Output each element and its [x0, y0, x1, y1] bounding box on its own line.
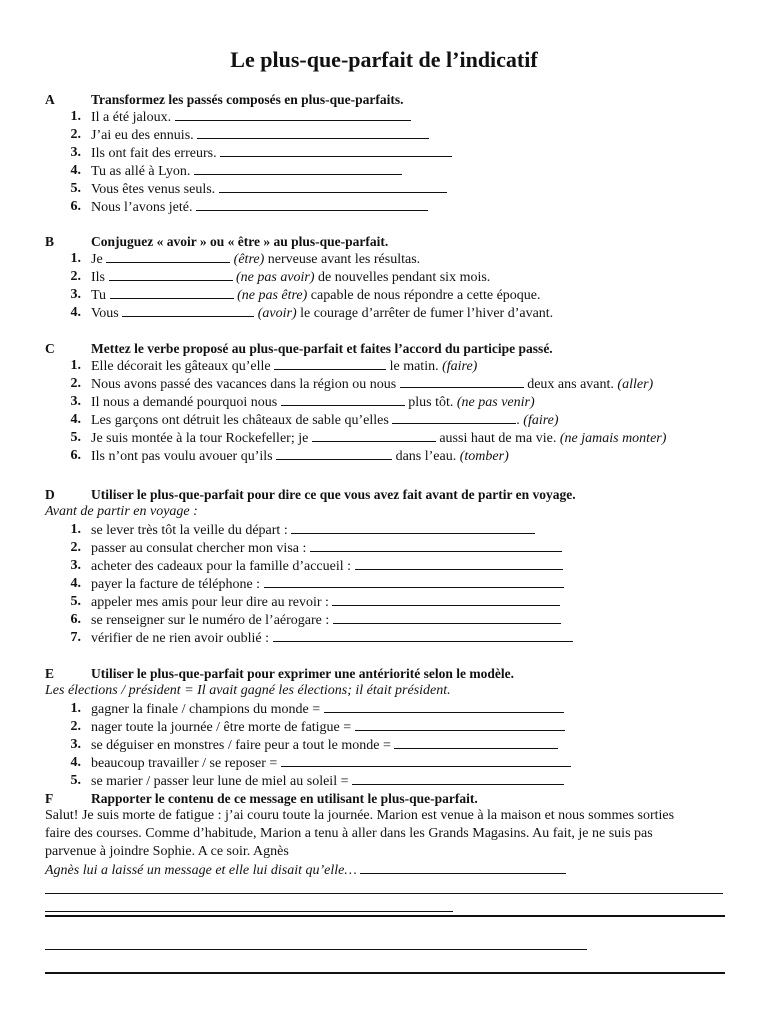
item-text: aussi haut de ma vie. [439, 431, 557, 446]
verb-hint: (ne pas venir) [456, 395, 535, 410]
list-item [0, 375, 768, 393]
item-text: acheter des cadeaux pour la famille d’accueil : [91, 559, 352, 574]
item-number: 6. [70, 199, 81, 214]
item-number: 3. [70, 737, 81, 752]
answer-blank[interactable] [312, 429, 436, 442]
message-line: parvenue à joindre Sophie. A ce soir. Agnès [45, 844, 289, 859]
item-text: passer au consulat chercher mon visa : [91, 541, 307, 556]
answer-blank[interactable] [175, 108, 411, 121]
verb-hint: (être) [233, 252, 265, 267]
item-number: 1. [70, 522, 81, 537]
answer-blank[interactable] [276, 447, 392, 460]
item-number: 3. [70, 145, 81, 160]
answer-blank[interactable] [106, 250, 230, 263]
section-heading: Rapporter le contenu de ce message en utilisant le plus-que-parfait. [91, 791, 478, 806]
item-text: Vous êtes venus seuls. [91, 182, 216, 197]
answer-blank[interactable] [400, 375, 524, 388]
list-item [0, 772, 768, 790]
section-intro: Avant de partir en voyage : [45, 504, 198, 519]
answer-blank[interactable] [352, 772, 564, 785]
item-text: plus tôt. [408, 395, 454, 410]
item-number: 4. [70, 576, 81, 591]
answer-line[interactable] [45, 949, 587, 950]
list-item [0, 539, 768, 557]
answer-blank[interactable] [333, 611, 561, 624]
answer-blank[interactable] [355, 557, 563, 570]
list-item [0, 593, 768, 611]
list-item [0, 754, 768, 772]
verb-hint: (ne jamais monter) [559, 431, 667, 446]
item-text: J’ai eu des ennuis. [91, 128, 194, 143]
answer-blank[interactable] [196, 198, 428, 211]
item-text: Je [91, 252, 103, 267]
answer-blank[interactable] [220, 144, 452, 157]
list-item [0, 521, 768, 539]
item-number: 3. [70, 558, 81, 573]
message-line: faire des courses. Comme d’habitude, Marion a tenu à aller dans les Grands Magasins. Au fait, je ne suis pas [45, 826, 653, 841]
item-text: Vous [91, 306, 119, 321]
item-text: de nouvelles pendant six mois. [318, 270, 491, 285]
verb-hint: (ne pas avoir) [236, 270, 315, 285]
item-number: 1. [70, 701, 81, 716]
item-number: 4. [70, 163, 81, 178]
answer-blank[interactable] [355, 718, 565, 731]
list-item [0, 700, 768, 718]
item-number: 2. [70, 269, 81, 284]
item-text: appeler mes amis pour leur dire au revoir : [91, 595, 329, 610]
item-text: se renseigner sur le numéro de l’aérogare : [91, 613, 330, 628]
list-item [0, 144, 768, 162]
section-d [0, 486, 768, 647]
item-text: Ils ont fait des erreurs. [91, 146, 217, 161]
list-item [0, 718, 768, 736]
item-text: se marier / passer leur lune de miel au soleil = [91, 774, 349, 789]
item-text: Tu [91, 288, 107, 303]
section-heading: Transformez les passés composés en plus-que-parfaits. [91, 92, 404, 107]
item-text: gagner la finale / champions du monde = [91, 702, 321, 717]
item-number: 5. [70, 773, 81, 788]
list-item [0, 357, 768, 375]
list-item [0, 557, 768, 575]
answer-blank[interactable] [264, 575, 564, 588]
section-letter: E [45, 666, 55, 681]
list-item [0, 575, 768, 593]
item-number: 5. [70, 430, 81, 445]
item-text: le matin. [389, 359, 439, 374]
answer-blank[interactable] [291, 521, 535, 534]
item-text: capable de nous répondre a cette époque. [310, 288, 541, 303]
answer-blank[interactable] [273, 629, 573, 642]
answer-line[interactable] [45, 911, 453, 912]
answer-line[interactable] [45, 972, 725, 974]
item-text: payer la facture de téléphone : [91, 577, 261, 592]
section-letter: F [45, 791, 54, 806]
item-text: beaucoup travailler / se reposer = [91, 756, 278, 771]
item-text: Les garçons ont détruit les châteaux de sable qu’elles [91, 413, 389, 428]
item-number: 5. [70, 594, 81, 609]
item-number: 2. [70, 127, 81, 142]
item-text: Il a été jaloux. [91, 110, 172, 125]
answer-blank[interactable] [394, 736, 558, 749]
list-item [0, 447, 768, 465]
list-item [0, 393, 768, 411]
verb-hint: (tomber) [459, 449, 509, 464]
answer-line[interactable] [45, 893, 723, 894]
list-item [0, 250, 768, 268]
section-heading: Utiliser le plus-que-parfait pour exprimer une antériorité selon le modèle. [91, 666, 514, 681]
section-b [0, 233, 768, 322]
answer-blank[interactable] [122, 304, 254, 317]
answer-blank[interactable] [332, 593, 560, 606]
item-number: 1. [70, 358, 81, 373]
verb-hint: (aller) [617, 377, 654, 392]
item-text: nager toute la journée / être morte de fatigue = [91, 720, 352, 735]
section-c [0, 340, 768, 465]
item-text: se déguiser en monstres / faire peur a tout le monde = [91, 738, 391, 753]
answer-blank[interactable] [197, 126, 429, 139]
item-number: 2. [70, 540, 81, 555]
item-text: . [516, 413, 520, 428]
answer-blank[interactable] [360, 861, 566, 874]
verb-hint: (faire) [523, 413, 559, 428]
item-number: 5. [70, 181, 81, 196]
item-text: Ils [91, 270, 105, 285]
list-item [0, 198, 768, 216]
item-text: Il nous a demandé pourquoi nous [91, 395, 278, 410]
list-item [0, 108, 768, 126]
verb-hint: (ne pas être) [237, 288, 308, 303]
item-number: 4. [70, 305, 81, 320]
item-number: 2. [70, 719, 81, 734]
section-letter: C [45, 341, 55, 356]
item-text: deux ans avant. [527, 377, 614, 392]
message-line: Salut! Je suis morte de fatigue : j’ai couru toute la journée. Marion est venue à la maison et nous sommes sorties [45, 808, 675, 823]
item-text: Je suis montée à la tour Rockefeller; je [91, 431, 309, 446]
answer-blank[interactable] [194, 162, 402, 175]
list-item [0, 736, 768, 754]
list-item [0, 629, 768, 647]
list-item [0, 286, 768, 304]
item-number: 2. [70, 376, 81, 391]
item-number: 1. [70, 251, 81, 266]
item-number: 3. [70, 394, 81, 409]
list-item [0, 180, 768, 198]
item-text: dans l’eau. [395, 449, 457, 464]
answer-blank[interactable] [110, 286, 234, 299]
list-item [0, 429, 768, 447]
item-number: 4. [70, 412, 81, 427]
item-text: nerveuse avant les résultas. [267, 252, 421, 267]
item-number: 1. [70, 109, 81, 124]
answer-line[interactable] [45, 915, 725, 917]
section-letter: B [45, 234, 55, 249]
item-text: Elle décorait les gâteaux qu’elle [91, 359, 271, 374]
item-number: 7. [70, 630, 81, 645]
list-item [0, 411, 768, 429]
item-text: le courage d’arrêter de fumer l’hiver d’avant. [300, 306, 554, 321]
page-title: Le plus-que-parfait de l’indicatif [230, 47, 538, 72]
section-example: Les élections / président = Il avait gagné les élections; il était président. [45, 683, 451, 698]
verb-hint: (faire) [442, 359, 478, 374]
answer-prompt: Agnès lui a laissé un message et elle lui disait qu’elle… [45, 863, 357, 878]
answer-blank[interactable] [281, 754, 571, 767]
item-text: se lever très tôt la veille du départ : [91, 523, 288, 538]
section-a [0, 91, 768, 216]
item-number: 3. [70, 287, 81, 302]
item-text: Ils n’ont pas voulu avouer qu’ils [91, 449, 273, 464]
section-letter: A [45, 92, 55, 107]
answer-blank[interactable] [392, 411, 516, 424]
answer-blank[interactable] [219, 180, 447, 193]
answer-blank[interactable] [324, 700, 564, 713]
section-heading: Mettez le verbe proposé au plus-que-parfait et faites l’accord du participe passé. [91, 341, 553, 356]
item-text: Nous l’avons jeté. [91, 200, 193, 215]
section-heading: Utiliser le plus-que-parfait pour dire ce que vous avez fait avant de partir en voyage. [91, 487, 576, 502]
item-text: Tu as allé à Lyon. [91, 164, 191, 179]
section-heading: Conjuguez « avoir » ou « être » au plus-que-parfait. [91, 234, 389, 249]
section-letter: D [45, 487, 55, 502]
list-item [0, 162, 768, 180]
item-number: 4. [70, 755, 81, 770]
answer-blank[interactable] [281, 393, 405, 406]
verb-hint: (avoir) [257, 306, 297, 321]
list-item [0, 304, 768, 322]
list-item [0, 611, 768, 629]
item-text: Nous avons passé des vacances dans la région ou nous [91, 377, 397, 392]
item-number: 6. [70, 612, 81, 627]
answer-blank[interactable] [109, 268, 233, 281]
list-item [0, 268, 768, 286]
section-f [0, 790, 768, 879]
list-item [0, 126, 768, 144]
answer-blank[interactable] [274, 357, 386, 370]
item-text: vérifier de ne rien avoir oublié : [91, 631, 270, 646]
item-number: 6. [70, 448, 81, 463]
answer-blank[interactable] [310, 539, 562, 552]
section-e [0, 665, 768, 790]
